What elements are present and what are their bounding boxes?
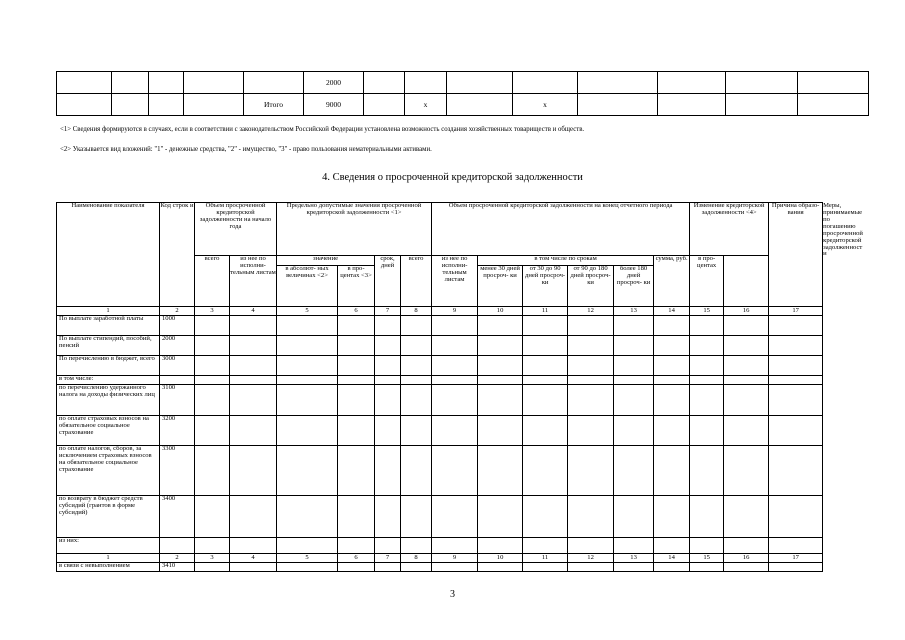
empty-cell: [277, 538, 338, 554]
table-row: [57, 336, 823, 356]
empty-cell: [195, 416, 230, 446]
empty-cell: [401, 446, 432, 496]
empty-cell: [568, 336, 614, 356]
empty-cell: [614, 385, 654, 416]
header-30-90: от 30 до 90 дней просроч- ки: [523, 266, 568, 307]
empty-cell: [654, 316, 690, 336]
empty-cell: [195, 446, 230, 496]
empty-cell: [568, 446, 614, 496]
empty-cell: [523, 385, 568, 416]
top-table-row: [57, 72, 869, 94]
empty-cell: [769, 496, 823, 538]
empty-cell: [478, 356, 523, 376]
empty-cell: [401, 416, 432, 446]
empty-cell: [338, 336, 375, 356]
empty-cell: [690, 336, 724, 356]
table-row: [57, 496, 823, 538]
empty-cell: [654, 376, 690, 385]
empty-cell: [375, 316, 401, 336]
header-name: Наименование показателя: [57, 203, 160, 307]
empty-cell: [277, 446, 338, 496]
empty-cell: [769, 538, 823, 554]
empty-cell: [338, 385, 375, 416]
empty-cell: [401, 538, 432, 554]
header-in-percent: в про- центах: [690, 256, 724, 307]
empty-cell: [690, 316, 724, 336]
row-code: 3410: [160, 563, 195, 572]
empty-cell: [614, 446, 654, 496]
empty-cell: [277, 356, 338, 376]
empty-cell: [230, 316, 277, 336]
empty-cell: [614, 316, 654, 336]
empty-cell: [769, 446, 823, 496]
empty-cell: [690, 446, 724, 496]
empty-cell: [230, 385, 277, 416]
empty-cell: [375, 356, 401, 376]
empty-cell: [654, 336, 690, 356]
empty-cell: [690, 376, 724, 385]
empty-cell: [432, 316, 478, 336]
empty-cell: [690, 538, 724, 554]
empty-cell: [230, 376, 277, 385]
table-row: [57, 356, 823, 376]
row-code: 1000: [160, 316, 195, 336]
empty-cell: [432, 336, 478, 356]
header-reason: Причина образо- вания: [769, 203, 823, 307]
empty-cell: [724, 316, 769, 336]
empty-cell: [338, 538, 375, 554]
empty-cell: [195, 538, 230, 554]
empty-cell: [769, 385, 823, 416]
empty-cell: [523, 496, 568, 538]
empty-cell: [195, 356, 230, 376]
column-index-row: 1 2 3 4 5 6 7 8 9 10 11 12 13 14 15 16 17: [57, 554, 823, 563]
empty-cell: [614, 336, 654, 356]
row-code: 3300: [160, 446, 195, 496]
top-code-cell: 2000: [304, 72, 364, 94]
empty-cell: [432, 446, 478, 496]
empty-cell: [724, 336, 769, 356]
empty-cell: [230, 416, 277, 446]
header-total-end: всего: [401, 256, 432, 307]
empty-cell: [769, 316, 823, 336]
header-abs-values: в абсолют- ных величинах <2>: [277, 266, 338, 307]
empty-cell: [654, 446, 690, 496]
row-name: по возврату в бюджет средств субсидий (грантов в форме субсидий): [57, 496, 160, 538]
empty-cell: [338, 316, 375, 336]
empty-cell: [277, 336, 338, 356]
empty-cell: [724, 496, 769, 538]
empty-cell: [401, 336, 432, 356]
empty-cell: [478, 446, 523, 496]
empty-cell: [724, 356, 769, 376]
row-code: 3100: [160, 385, 195, 416]
row-name: по оплате страховых взносов на обязательное социальное страхование: [57, 416, 160, 446]
empty-cell: [614, 416, 654, 446]
section-title: 4. Сведения о просроченной кредиторской задолженности: [322, 172, 583, 183]
x-mark: x: [513, 94, 578, 116]
empty-cell: [523, 538, 568, 554]
empty-cell: [338, 416, 375, 446]
row-code: 3200: [160, 416, 195, 446]
row-code: 3000: [160, 356, 195, 376]
empty-cell: [478, 416, 523, 446]
empty-cell: [769, 336, 823, 356]
row-code: 3400: [160, 496, 195, 538]
empty-cell: [523, 316, 568, 336]
header-change: Изменение кредиторской задолженности <4>: [690, 203, 769, 256]
table-row: [57, 446, 823, 496]
empty-cell: [690, 385, 724, 416]
empty-cell: [523, 356, 568, 376]
empty-cell: [195, 385, 230, 416]
row-name: По перечислению в бюджет, всего: [57, 356, 160, 376]
header-row-1: Наименование показателя Код строк и Объем просроченной кредиторской задолженности на начало года Предельно допустимые значения просроченной кредиторской задолженности <1> Объем просроченной кредиторской задолженности на конец отчетного периода Изменение кредиторской задолженности <4> Причина образо- вания Меры, принимаемые по погашению просроченной кредиторской задолженност и: [57, 203, 823, 256]
empty-cell: [769, 416, 823, 446]
empty-cell: [724, 416, 769, 446]
empty-cell: [401, 356, 432, 376]
empty-cell: [724, 538, 769, 554]
header-by-term: в том числе по срокам: [478, 256, 654, 266]
empty-cell: [375, 376, 401, 385]
header-percent: в про- центах <3>: [338, 266, 375, 307]
empty-cell: [724, 446, 769, 496]
table-row: [57, 385, 823, 416]
empty-cell: [230, 356, 277, 376]
empty-cell: [230, 496, 277, 538]
empty-cell: [432, 376, 478, 385]
empty-cell: [195, 376, 230, 385]
page-number: 3: [450, 589, 455, 600]
empty-cell: [375, 496, 401, 538]
table-row: [57, 538, 823, 554]
empty-cell: [230, 446, 277, 496]
empty-cell: [523, 446, 568, 496]
header-gt180: более 180 дней просроч- ки: [614, 266, 654, 307]
empty-cell: [568, 376, 614, 385]
empty-cell: [568, 496, 614, 538]
empty-cell: [690, 356, 724, 376]
empty-cell: [432, 538, 478, 554]
empty-cell: [769, 356, 823, 376]
empty-cell: [724, 385, 769, 416]
empty-cell: [523, 416, 568, 446]
empty-cell: [277, 496, 338, 538]
empty-cell: [338, 356, 375, 376]
empty-cell: [568, 416, 614, 446]
data-rows: [57, 316, 823, 554]
empty-cell: [478, 538, 523, 554]
total-label: Итого: [244, 94, 304, 116]
table-row: [57, 316, 823, 336]
table-row: [57, 563, 823, 572]
row-name: в связи с невыполнением: [57, 563, 160, 572]
empty-cell: [432, 356, 478, 376]
empty-cell: [654, 385, 690, 416]
empty-cell: [568, 538, 614, 554]
empty-cell: [478, 376, 523, 385]
empty-cell: [338, 376, 375, 385]
header-value: значение: [277, 256, 375, 266]
empty-cell: [195, 336, 230, 356]
empty-cell: [338, 496, 375, 538]
empty-cell: [523, 376, 568, 385]
empty-cell: [724, 376, 769, 385]
top-table-row: [57, 94, 869, 116]
header-code: Код строк и: [160, 203, 195, 307]
empty-cell: [690, 496, 724, 538]
empty-cell: [478, 385, 523, 416]
row-name: По выплате стипендий, пособий, пенсий: [57, 336, 160, 356]
empty-cell: [654, 496, 690, 538]
column-index-row: 1 2 3 4 5 6 7 8 9 10 11 12 13 14 15 16 17: [57, 307, 823, 316]
row-code: [160, 538, 195, 554]
row-name: в том числе:: [57, 376, 160, 385]
x-mark: x: [405, 94, 447, 116]
row-name: по перечислению удержанного налога на доходы физических лиц: [57, 385, 160, 416]
footnote-1: <1> Сведения формируются в случаях, если в соответствии с законодательством Российской Федерации установлена возможность создания хозяйственных товариществ и обществ.: [60, 126, 585, 133]
header-90-180: от 90 до 180 дней просроч- ки: [568, 266, 614, 307]
empty-cell: [375, 336, 401, 356]
empty-cell: [375, 446, 401, 496]
header-allowed: Предельно допустимые значения просроченной кредиторской задолженности <1>: [277, 203, 432, 256]
row-name: из них:: [57, 538, 160, 554]
top-table: [56, 71, 869, 116]
footnote-2: <2> Указывается вид вложений: "1" - денежные средства, "2" - имущество, "3" - право пользования нематериальными активами.: [60, 146, 432, 153]
empty-cell: [375, 416, 401, 446]
empty-cell: [277, 385, 338, 416]
table-row: [57, 416, 823, 446]
empty-cell: [338, 446, 375, 496]
empty-cell: [277, 376, 338, 385]
empty-cell: [277, 416, 338, 446]
empty-cell: [654, 416, 690, 446]
empty-cell: [195, 496, 230, 538]
top-code-cell: 9000: [304, 94, 364, 116]
empty-cell: [432, 385, 478, 416]
empty-cell: [478, 316, 523, 336]
header-volume-start: Объем просроченной кредиторской задолженности на начало года: [195, 203, 277, 256]
empty-cell: [568, 356, 614, 376]
row-code: 2000: [160, 336, 195, 356]
empty-cell: [401, 385, 432, 416]
empty-cell: [614, 538, 654, 554]
empty-cell: [614, 356, 654, 376]
empty-cell: [568, 385, 614, 416]
header-sum-rub: сумма, руб.: [654, 256, 690, 307]
empty-cell: [614, 496, 654, 538]
header-of-which-exec-end: из нее по исполни- тельным листам: [432, 256, 478, 307]
empty-cell: [654, 356, 690, 376]
empty-cell: [401, 496, 432, 538]
header-volume-end: Объем просроченной кредиторской задолженности на конец отчетного периода: [432, 203, 690, 256]
header-lt30: менее 30 дней просроч- ки: [478, 266, 523, 307]
empty-cell: [195, 316, 230, 336]
empty-cell: [614, 376, 654, 385]
empty-cell: [523, 336, 568, 356]
empty-cell: [432, 416, 478, 446]
empty-cell: [230, 336, 277, 356]
empty-cell: [654, 538, 690, 554]
empty-cell: [478, 496, 523, 538]
header-term: срок, дней: [375, 256, 401, 307]
overdue-payables-table: [56, 202, 863, 572]
row-name: По выплате заработной платы: [57, 316, 160, 336]
empty-cell: [230, 538, 277, 554]
empty-cell: [568, 316, 614, 336]
empty-cell: [375, 538, 401, 554]
empty-cell: [690, 416, 724, 446]
header-total: всего: [195, 256, 230, 307]
empty-cell: [432, 496, 478, 538]
empty-cell: [401, 376, 432, 385]
empty-cell: [769, 376, 823, 385]
row-name: по оплате налогов, сборов, за исключением страховых взносов на обязательное социальное страхование: [57, 446, 160, 496]
empty-cell: [375, 385, 401, 416]
empty-cell: [478, 336, 523, 356]
header-of-which-exec: из нее по исполни- тельным листам: [230, 256, 277, 307]
empty-cell: [277, 316, 338, 336]
empty-cell: [401, 316, 432, 336]
